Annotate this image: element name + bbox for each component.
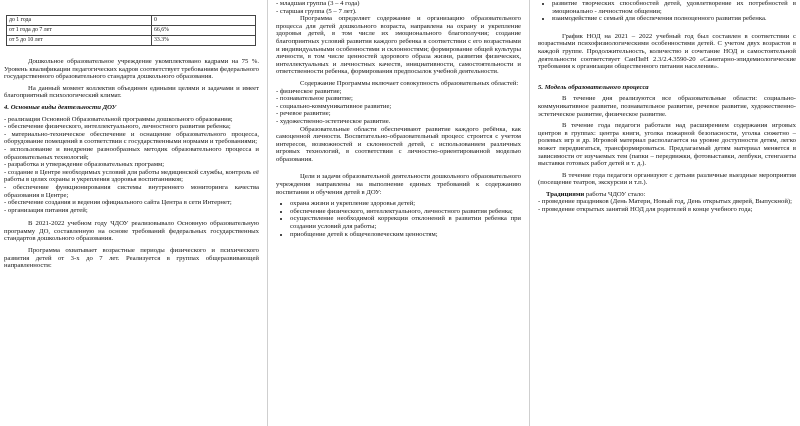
list-item: • обеспечение физического, интеллектуального, личностного развития ребенка;: [290, 208, 521, 216]
list-item: - художественно-эстетическое развитие.: [276, 117, 391, 125]
column-divider: [267, 0, 268, 426]
table-row: [7, 16, 256, 26]
list-item: - речевое развитие;: [276, 110, 331, 118]
staff-table: [6, 15, 256, 46]
paragraph: В 2021-2022 учебном году ЧДОУ реализовывало Основную образовательную программу ДО, составленную на основе требований федеральных государственных стандартов дошкольного образования.: [4, 220, 259, 243]
list-item: - старшая группа (5 – 7 лет).: [276, 7, 357, 15]
list-item: • осуществление необходимой коррекции отклонений в развитии ребенка при создании условий для работы;: [290, 215, 521, 230]
list-item: - обеспечение создания и ведения официального сайта Центра в сети Интернет;: [4, 199, 232, 207]
column-2: [276, 0, 521, 242]
paragraph: График НОД на 2021 – 2022 учебный год был составлен в соответствии с возрастными психофизиологическими особенностями детей. С учетом двух возрастов в каждой группе. Продолжительность, количество и сочетание НОД и самостоятельной деятельности соответствует СанПиН 2.3/2.4.3590-20 «Санитарно-эпидемиологические требования к организации общественного питания населения».: [538, 32, 796, 71]
list-item: • охрана жизни и укрепление здоровья детей;: [290, 200, 521, 208]
column-divider: [529, 0, 530, 426]
traditions-label: Традициями: [546, 190, 585, 198]
paragraph: В течение года педагоги работали над расширением содержания игровых центров в группах: центра книги, уголка пожарной безопасности, уголка сюжетно – ролевых игр и др. Игровой материал располагается на уровне доступности детям, легко может передвигаться, трансформироваться. Предлагаемый детям материал меняется в зависимости от изучаемых тем (папки – передвижки, фотовыставки, лепбуки, стенгазеты выставки готовых работ детей и т. д.).: [538, 122, 796, 168]
traditions-text: работы ЧДОУ стало:: [584, 190, 646, 198]
section-heading: 4. Основные виды деятельности ДОУ: [4, 103, 117, 111]
table-cell: до 1 года: [7, 16, 152, 26]
paragraph: В течение года педагоги организуют с детьми различные выездные мероприятия (посещение театров, экскурсии и т.п.).: [538, 171, 796, 187]
paragraph: Дошкольное образовательное учреждение укомплектовано кадрами на 75 %. Уровень квалификации педагогических кадров соответствует требованиям федерального государственного образовательного стандарта дошкольного образования.: [4, 58, 259, 81]
list-item: - материально-техническое обеспечение и оснащение образовательного процесса, оборудование помещений в соответствии с государственными нормами и требованиями;: [4, 130, 259, 146]
paragraph: Образовательные области обеспечивают развитие каждого ребёнка, как самоценной личности. Воспитательно-образовательный процесс строится с учетом интересов, возможностей и склонностей детей, с использованием различных игровых технологий, в соответствии с личностно-ориентированной моделью образования.: [276, 125, 521, 163]
list-item: - обеспечение физического, интеллектуального, личностного развития ребенка;: [4, 123, 231, 131]
paragraph: [538, 191, 796, 199]
paragraph: Цели и задачи образовательной деятельности дошкольного образовательного учреждения направлены на выполнение единых требований к содержанию воспитания и обучения детей в ДОУ:: [276, 173, 521, 196]
goals-list-continued: [538, 0, 796, 23]
table-cell: от 5 до 10 лет: [7, 36, 152, 46]
list-item: - познавательное развитие;: [276, 95, 353, 103]
list-item: - физическое развитие;: [276, 87, 342, 95]
paragraph: Содержание Программы включает совокупность образовательных областей:: [300, 79, 519, 87]
table-cell: 0: [152, 16, 256, 26]
table-cell: 33.3%: [152, 36, 256, 46]
list-item: - обеспечение функционирования системы внутреннего мониторинга качества образования в Центре;: [4, 183, 259, 199]
list-item: - организация питания детей;: [4, 206, 88, 214]
list-item: - использование и внедрение разнообразных методик образовательного процесса и образовательных технологий;: [4, 145, 259, 161]
column-3: [538, 0, 796, 214]
list-item: • приобщение детей к общечеловеческим ценностям;: [290, 231, 521, 239]
list-item: - реализация Основной Образовательной программы дошкольного образования;: [4, 115, 233, 123]
table-cell: от 1 года до 7 лет: [7, 26, 152, 36]
paragraph: Программа охватывает возрастные периоды физического и психического развития детей от 3-х до 7 лет. Реализуется в группах общеразвивающей направленности:: [4, 247, 259, 270]
column-1: [4, 0, 259, 274]
list-item: - создание в Центре необходимых условий для работы медицинской службы, контроль её работы в целях охраны и укрепления здоровья воспитанников;: [4, 168, 259, 184]
list-item: - социально-коммуникативное развитие;: [276, 102, 392, 110]
goals-list: [276, 200, 521, 238]
list-item: • взаимодействие с семьей для обеспечения полноценного развития ребенка.: [552, 15, 796, 23]
paragraph: На данный момент коллектив объединен едиными целями и задачами и имеет благоприятный психологический климат.: [4, 84, 259, 100]
list-item: - младшая группа (3 – 4 года): [276, 0, 360, 7]
list-item: • развитие творческих способностей детей, удовлетворение их потребностей в эмоционально - личностном общении;: [552, 0, 796, 15]
table-row: [7, 36, 256, 46]
paragraph: Программа определяет содержание и организацию образовательного процесса для детей дошкольного возраста, направлена на охрану и укрепление здоровья детей, в том числе их эмоционального благополучия; создание благоприятных условий развития каждого ребенка в соответствии с его возрастными и индивидуальными особенностями и склонностями; формирование общей культуры личности, в том числе ценностей здорового образа жизни, развития физических, интеллектуальных и личностных качеств, инициативности, самостоятельности и ответственности ребенка, формирования предпосылок учебной деятельности.: [276, 15, 521, 76]
table-row: [7, 26, 256, 36]
section-heading: 5. Модель образовательного процесса: [538, 83, 649, 91]
list-item: - разработка и утверждение образовательных программ;: [4, 161, 165, 169]
paragraph: В течение дня реализуются все образовательные области: социально- коммуникативное развитие, познавательное развитие, речевое развитие, художественно- эстетическое развитие, физическое развитие.: [538, 95, 796, 118]
table-cell: 66,6%: [152, 26, 256, 36]
list-item: - проведение открытых занятий НОД для родителей в конце учебного года;: [538, 206, 753, 214]
list-item: - проведение праздников (День Матери, Новый год, День открытых дверей, Выпускной);: [538, 198, 792, 206]
